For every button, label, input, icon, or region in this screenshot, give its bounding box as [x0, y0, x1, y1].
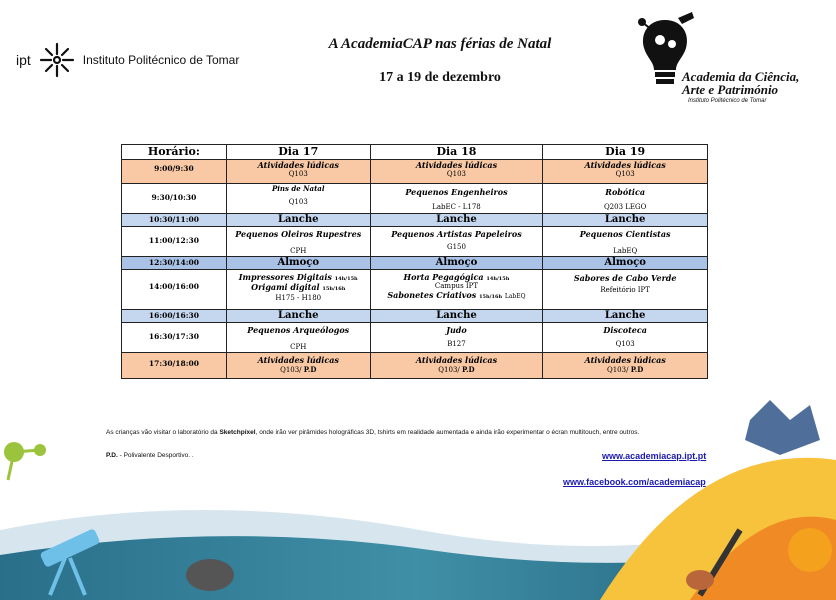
break-cell: Almoço [226, 257, 370, 270]
activity-cell [226, 160, 370, 184]
table-row [122, 353, 708, 379]
table-row [122, 257, 708, 270]
schedule-table [121, 144, 708, 379]
time-cell: 9:00/9:30 [122, 160, 227, 184]
activity-name: Atividades lúdicas [584, 355, 666, 365]
break-cell: Lanche [226, 310, 370, 323]
table-row [122, 227, 708, 257]
activity-room: H175 - H180 [275, 294, 322, 302]
time-cell: 12:30/14:00 [122, 257, 227, 270]
activity-time-1: 14h/15h [334, 276, 358, 282]
academia-name [682, 70, 799, 96]
activity-name: Pequenos Oleiros Rupestres [235, 229, 362, 239]
activity-cell [370, 270, 543, 310]
activity-room: Q103 [288, 198, 308, 206]
activity-room: LabEC - L178 [432, 203, 481, 211]
academia-subtitle: Instituto Politécnico de Tomar [688, 98, 767, 104]
time-cell: 17:30/18:00 [122, 353, 227, 379]
activity-room: Q203 LEGO [603, 203, 647, 211]
page-dates: 17 a 19 de dezembro [379, 70, 501, 85]
activity-cell [226, 227, 370, 257]
facebook-link[interactable]: www.facebook.com/academiacap [563, 477, 706, 487]
activity-name: Judo [446, 325, 467, 335]
ipt-star-icon [37, 40, 77, 80]
activity-room-bold: P.D [630, 365, 644, 374]
sketchpixel-note [106, 429, 639, 436]
break-cell: Lanche [370, 310, 543, 323]
table-row [122, 310, 708, 323]
break-cell: Lanche [226, 214, 370, 227]
activity-name: Robótica [605, 187, 645, 197]
academia-line1: Academia da Ciência, [682, 69, 800, 84]
activity-cell [543, 270, 708, 310]
activity-name-1: Impressores Digitais [238, 272, 332, 282]
time-cell: 16:30/17:30 [122, 323, 227, 353]
table-row [122, 214, 708, 227]
academia-line2: Arte e Património [682, 82, 779, 97]
activity-room-bold: P.D [462, 365, 475, 374]
table-row [122, 184, 708, 214]
break-cell: Lanche [543, 214, 708, 227]
activity-room-1: Campus IPT [434, 282, 479, 290]
activity-time-2: 15h/16h [479, 294, 503, 300]
note-text-pre: As crianças vão visitar o laboratório da [106, 429, 220, 436]
break-cell: Almoço [370, 257, 543, 270]
activity-room-bold: P.D [303, 365, 317, 374]
time-cell: 9:30/10:30 [122, 184, 227, 214]
activity-name [227, 282, 370, 292]
activity-room-main: Q103/ [280, 366, 302, 374]
note-text-post: , onde irão ver pirâmides holográficas 3D, tshirts em realidade aumentada e ainda irão experimentar o écran multitouch, entre outros. [255, 429, 640, 436]
header-cell-day19: Dia 19 [543, 145, 708, 160]
legend-abbr: P.D. [106, 452, 118, 459]
time-cell: 10:30/11:00 [122, 214, 227, 227]
activity-room: Q103 [615, 340, 635, 348]
activity-name: Atividades lúdicas [415, 160, 498, 170]
activity-room [227, 365, 370, 374]
activity-room: CPH [290, 247, 307, 255]
activity-room [543, 365, 707, 374]
ipt-name: Instituto Politécnico de Tomar [82, 53, 240, 67]
table-row [122, 270, 708, 310]
activity-time-1: 14h/15h [486, 276, 510, 282]
activity-room-2: LabEQ [504, 293, 526, 300]
activity-room: Q103 [615, 170, 635, 178]
activity-cell [370, 184, 543, 214]
activity-name: Atividades lúdicas [415, 355, 498, 365]
break-cell: Almoço [543, 257, 708, 270]
activity-name: Pequenos Cientistas [579, 229, 671, 239]
molecule-icon [4, 442, 46, 480]
activity-room: G150 [446, 243, 466, 251]
activity-cell [226, 323, 370, 353]
activity-cell [543, 184, 708, 214]
activity-name [371, 272, 543, 282]
activity-name: Pequenos Arqueólogos [247, 325, 350, 335]
activity-name-1: Horta Pegagógica [403, 272, 484, 282]
activity-cell [226, 270, 370, 310]
activity-name: Atividades lúdicas [584, 160, 666, 170]
activity-room: Q103 [446, 170, 467, 178]
activity-cell [370, 160, 543, 184]
activity-name [371, 290, 543, 300]
activity-name [227, 272, 370, 282]
header-cell-time: Horário: [122, 145, 227, 160]
table-header-row [122, 145, 708, 160]
activity-cell [543, 160, 708, 184]
ipt-logo [16, 40, 239, 80]
activity-cell [543, 353, 708, 379]
legend-text: - Polivalente Desportivo. . [117, 452, 194, 459]
header-cell-day18: Dia 18 [370, 145, 543, 160]
activity-name: Pins de Natal [271, 184, 325, 193]
activity-room: LabEQ [613, 247, 638, 255]
activity-name: Discoteca [603, 325, 647, 335]
activity-cell [543, 323, 708, 353]
activity-cell [226, 353, 370, 379]
academia-logo [630, 12, 830, 112]
activity-cell [370, 227, 543, 257]
activity-room [371, 365, 543, 374]
activity-cell [543, 227, 708, 257]
break-cell: Lanche [543, 310, 708, 323]
activity-name-2: Sabonetes Criativos [387, 290, 477, 300]
activity-room-main: Q103/ [438, 366, 460, 374]
time-cell: 11:00/12:30 [122, 227, 227, 257]
activity-name: Pequenos Artistas Papeleiros [391, 229, 522, 239]
activity-name: Pequenos Engenheiros [405, 187, 508, 197]
activity-cell [370, 323, 543, 353]
table-row [122, 323, 708, 353]
time-cell: 14:00/16:00 [122, 270, 227, 310]
page-title: A AcademiaCAP nas férias de Natal [328, 36, 552, 52]
decorative-background [0, 380, 836, 600]
activity-name-2: Origami digital [251, 282, 320, 292]
note-text-bold: Sketchpixel [219, 429, 256, 436]
activity-name: Atividades lúdicas [257, 355, 339, 365]
activity-cell [370, 353, 543, 379]
activity-room: Refeitório IPT [600, 286, 650, 294]
website-link[interactable]: www.academiacap.ipt.pt [602, 451, 707, 461]
break-cell: Lanche [370, 214, 543, 227]
activity-name: Sabores de Cabo Verde [573, 273, 677, 283]
activity-room: B127 [447, 340, 466, 348]
ipt-abbr: ipt [16, 52, 31, 68]
pd-legend [106, 452, 194, 459]
activity-room-main: Q103/ [606, 366, 629, 374]
activity-room: Q103 [288, 170, 308, 178]
activity-cell [226, 184, 370, 214]
activity-time-2: 15h/16h [322, 286, 346, 292]
time-cell: 16:00/16:30 [122, 310, 227, 323]
header-cell-day17: Dia 17 [226, 145, 370, 160]
table-row [122, 160, 708, 184]
activity-name: Atividades lúdicas [257, 160, 339, 170]
activity-room: CPH [290, 343, 307, 351]
